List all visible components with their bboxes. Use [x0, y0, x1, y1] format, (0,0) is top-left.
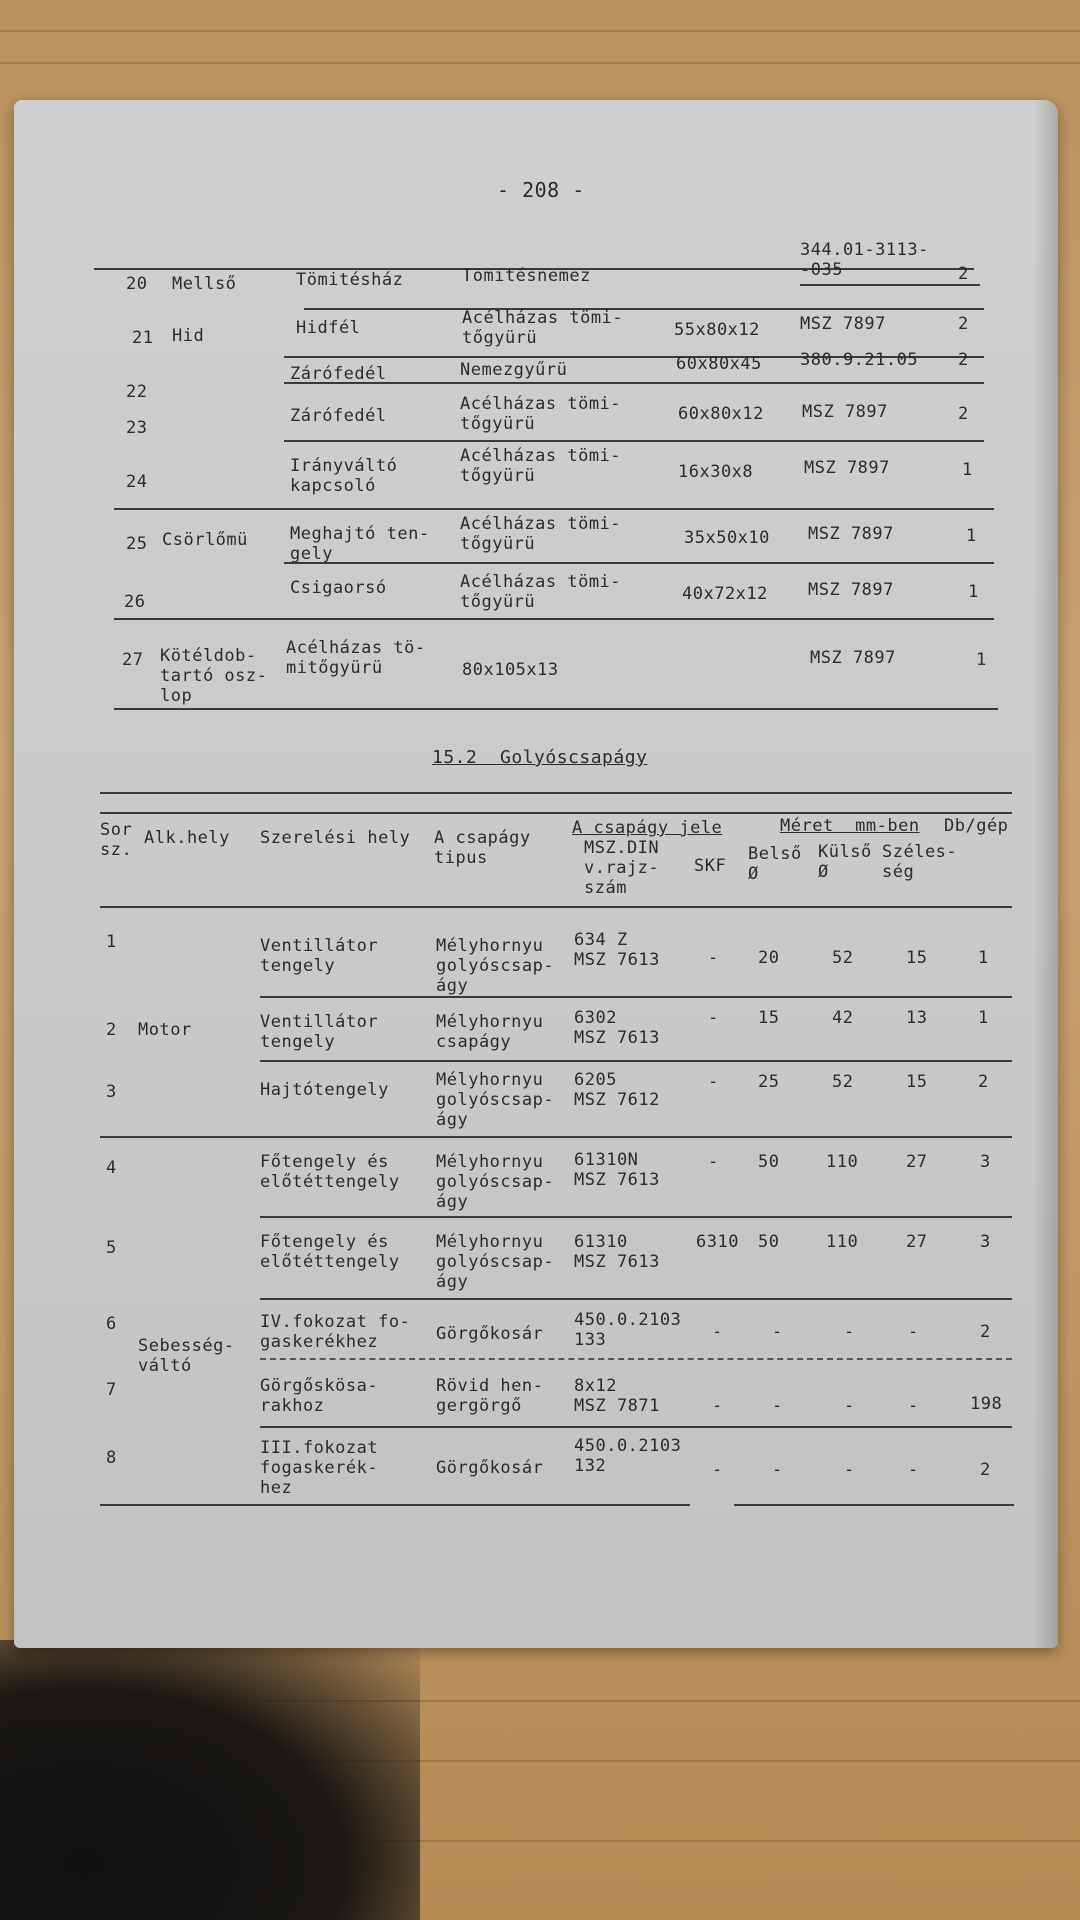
- table-row-db: 2: [958, 404, 969, 424]
- table-row-jel: 380.9.21.05: [800, 350, 919, 370]
- table-row-hely: Zárófedél: [290, 364, 387, 384]
- table-row-db: 198: [970, 1394, 1003, 1414]
- document-page: [14, 100, 1058, 1648]
- table-row-n: 8: [106, 1448, 117, 1468]
- col-header-jele: A csapágy jele: [572, 818, 723, 838]
- table-row-szeles: 15: [906, 948, 928, 968]
- table-row-hely: Ventillátor tengely: [260, 936, 379, 976]
- table-row-hely: Főtengely és előtéttengely: [260, 1232, 400, 1272]
- col-header-din: MSZ.DIN v.rajz- szám: [584, 838, 660, 898]
- col-header-db: Db/gép: [944, 816, 1009, 836]
- table-row-tip: Acélházas tömi- tőgyürü: [460, 514, 622, 554]
- table-row-db: 1: [978, 1008, 989, 1028]
- table-row-n: 25: [126, 534, 148, 554]
- col-header-szeles: Széles- ség: [882, 842, 958, 882]
- table-row-din: 450.0.2103 133: [574, 1310, 682, 1350]
- table-row-tipus: Mélyhornyu golyóscsap- ágy: [436, 1152, 555, 1212]
- table-row-db: 1: [968, 582, 979, 602]
- table-row-db: 3: [980, 1152, 991, 1172]
- table-row-belso: -: [772, 1396, 783, 1416]
- table-row-kulso: -: [844, 1460, 855, 1480]
- table-row-tipus: Rövid hen- gergörgő: [436, 1376, 544, 1416]
- col-header-alk: Alk.hely: [144, 828, 230, 848]
- section-title: 15.2 Golyóscsapágy: [432, 747, 648, 768]
- table-row-n: 1: [106, 932, 117, 952]
- table-row-din: 450.0.2103 132: [574, 1436, 682, 1476]
- table-row-din: 61310N MSZ 7613: [574, 1150, 660, 1190]
- table-row-tip: Acélházas tömi- tőgyürü: [460, 394, 622, 434]
- table-row-hely: IV.fokozat fo- gaskerékhez: [260, 1312, 411, 1352]
- table-row-nem: Tömitésnemez: [462, 266, 591, 286]
- table-row-hely: Zárófedél: [290, 406, 387, 426]
- table-row-szeles: 15: [906, 1072, 928, 1092]
- table-row-db: 2: [958, 314, 969, 334]
- col-header-belso: Belső Ø: [748, 844, 802, 884]
- table-row-tipus: Mélyhornyu golyóscsap- ágy: [436, 1070, 555, 1130]
- table-row-belso: 50: [758, 1232, 780, 1252]
- table-row-skf: -: [712, 1322, 723, 1342]
- table-row-kulso: -: [844, 1322, 855, 1342]
- table-row-kulso: 52: [832, 1072, 854, 1092]
- table-shadow: [0, 1640, 420, 1920]
- table-row-hely: Hajtótengely: [260, 1080, 389, 1100]
- table-row-din: 61310 MSZ 7613: [574, 1232, 660, 1272]
- table-row-db: 3: [980, 1232, 991, 1252]
- col-header-meret: Méret mm-ben: [780, 816, 920, 836]
- table-row-meret: 55x80x12: [674, 320, 760, 340]
- table-row-tip: 80x105x13: [462, 660, 559, 680]
- page-spine-shadow: [1034, 100, 1058, 1648]
- table-row-hely: Ventillátor tengely: [260, 1012, 379, 1052]
- table-row-hely: III.fokozat fogaskerék- hez: [260, 1438, 379, 1498]
- table-row-alk: Hid: [172, 326, 205, 346]
- table-row-alk: Mellső: [172, 274, 237, 294]
- table-row-alk: Csörlőmü: [162, 530, 248, 550]
- table-row-tip: Acélházas tömi- tőgyürü: [460, 446, 622, 486]
- table-row-db: 2: [980, 1460, 991, 1480]
- table-row-hely: Acélházas tö- mitőgyürü: [286, 638, 426, 678]
- table-row-din: 634 Z MSZ 7613: [574, 930, 660, 970]
- col-header-kulso: Külső Ø: [818, 842, 872, 882]
- table-row-db: 2: [978, 1072, 989, 1092]
- table-row-din: 8x12 MSZ 7871: [574, 1376, 660, 1416]
- table-row-tipus: Görgőkosár: [436, 1324, 544, 1344]
- col-header-skf: SKF: [694, 856, 727, 876]
- table-row-n: 2: [106, 1020, 117, 1040]
- table-row-jel: MSZ 7897: [810, 648, 896, 668]
- table-row-szeles: -: [908, 1396, 919, 1416]
- table-row-n: 20: [126, 274, 148, 294]
- table-row-din: 6205 MSZ 7612: [574, 1070, 660, 1110]
- table-row-jel: MSZ 7897: [808, 524, 894, 544]
- table-row-db: 1: [976, 650, 987, 670]
- table-row-szeles: 13: [906, 1008, 928, 1028]
- table-row-tipus: Görgőkosár: [436, 1458, 544, 1478]
- col-header-hely: Szerelési hely: [260, 828, 411, 848]
- table-row-tipus: Mélyhornyu golyóscsap- ágy: [436, 936, 555, 996]
- table-row-n: 7: [106, 1380, 117, 1400]
- table-row-skf: -: [708, 1008, 719, 1028]
- table-row-n: 24: [126, 472, 148, 492]
- table-row-belso: 20: [758, 948, 780, 968]
- table-row-jel: MSZ 7897: [808, 580, 894, 600]
- table-row-tip: Nemezgyűrü: [460, 360, 568, 380]
- table-row-n: 26: [124, 592, 146, 612]
- table-row-tipus: Mélyhornyu golyóscsap- ágy: [436, 1232, 555, 1292]
- table-row-db: 1: [978, 948, 989, 968]
- table-row-szeles: -: [908, 1322, 919, 1342]
- table-row-db: 1: [962, 460, 973, 480]
- table-row-tip: Acélházas tömi- tőgyürü: [460, 572, 622, 612]
- table-row-meret: 40x72x12: [682, 584, 768, 604]
- table-row-hely: Tömitésház: [296, 270, 404, 290]
- table-row-jel: MSZ 7897: [800, 314, 886, 334]
- table-row-hely: Főtengely és előtéttengely: [260, 1152, 400, 1192]
- table-row-kulso: 110: [826, 1152, 859, 1172]
- table-row-belso: -: [772, 1460, 783, 1480]
- group-motor: Motor: [138, 1020, 192, 1040]
- table-row-n: 23: [126, 418, 148, 438]
- table-row-meret: 35x50x10: [684, 528, 770, 548]
- table-row-kulso: 110: [826, 1232, 859, 1252]
- table-row-szeles: 27: [906, 1152, 928, 1172]
- table-row-jel: 344.01-3113- -035: [800, 240, 929, 280]
- table-row-kulso: 52: [832, 948, 854, 968]
- page-number: - 208 -: [497, 178, 585, 202]
- table-row-db: 2: [958, 264, 969, 284]
- table-row-hely: Görgőskösa- rakhoz: [260, 1376, 379, 1416]
- table-row-n: 27: [122, 650, 144, 670]
- table-row-kulso: 42: [832, 1008, 854, 1028]
- table-row-hely: Irányváltó kapcsoló: [290, 456, 398, 496]
- col-header-tipus: A csapágy tipus: [434, 828, 531, 868]
- table-row-n: 21: [132, 328, 154, 348]
- table-row-din: 6302 MSZ 7613: [574, 1008, 660, 1048]
- table-row-belso: 50: [758, 1152, 780, 1172]
- table-row-n: 4: [106, 1158, 117, 1178]
- col-header-sor: Sor sz.: [100, 820, 133, 860]
- table-row-tipus: Mélyhornyu csapágy: [436, 1012, 544, 1052]
- table-row-szeles: -: [908, 1460, 919, 1480]
- table-row-n: 22: [126, 382, 148, 402]
- table-row-n: 5: [106, 1238, 117, 1258]
- table-row-db: 1: [966, 526, 977, 546]
- table-row-jel: MSZ 7897: [802, 402, 888, 422]
- table-row-skf: -: [708, 1152, 719, 1172]
- table-row-skf: -: [712, 1460, 723, 1480]
- table-row-hely: Meghajtó ten- gely: [290, 524, 430, 564]
- table-row-meret: 60x80x45: [676, 354, 762, 374]
- table-row-belso: -: [772, 1322, 783, 1342]
- group-sebessegvalto: Sebesség- váltó: [138, 1336, 235, 1376]
- table-row-skf: -: [712, 1396, 723, 1416]
- table-row-meret: 60x80x12: [678, 404, 764, 424]
- table-row-tip: Acélházas tömi- tőgyürü: [462, 308, 624, 348]
- table-row-skf: 6310: [696, 1232, 739, 1252]
- table-row-belso: 25: [758, 1072, 780, 1092]
- table-row-meret: 16x30x8: [678, 462, 754, 482]
- table-row-szeles: 27: [906, 1232, 928, 1252]
- table-row-belso: 15: [758, 1008, 780, 1028]
- table-row-alk: Kötéldob- tartó osz- lop: [160, 646, 268, 706]
- table-row-n: 6: [106, 1314, 117, 1334]
- table-row-kulso: -: [844, 1396, 855, 1416]
- table-row-db: 2: [980, 1322, 991, 1342]
- table-row-hely: Hidfél: [296, 318, 361, 338]
- table-row-skf: -: [708, 1072, 719, 1092]
- table-row-hely: Csigaorsó: [290, 578, 387, 598]
- table-row-jel: MSZ 7897: [804, 458, 890, 478]
- table-row-skf: -: [708, 948, 719, 968]
- table-row-db: 2: [958, 350, 969, 370]
- table-row-n: 3: [106, 1082, 117, 1102]
